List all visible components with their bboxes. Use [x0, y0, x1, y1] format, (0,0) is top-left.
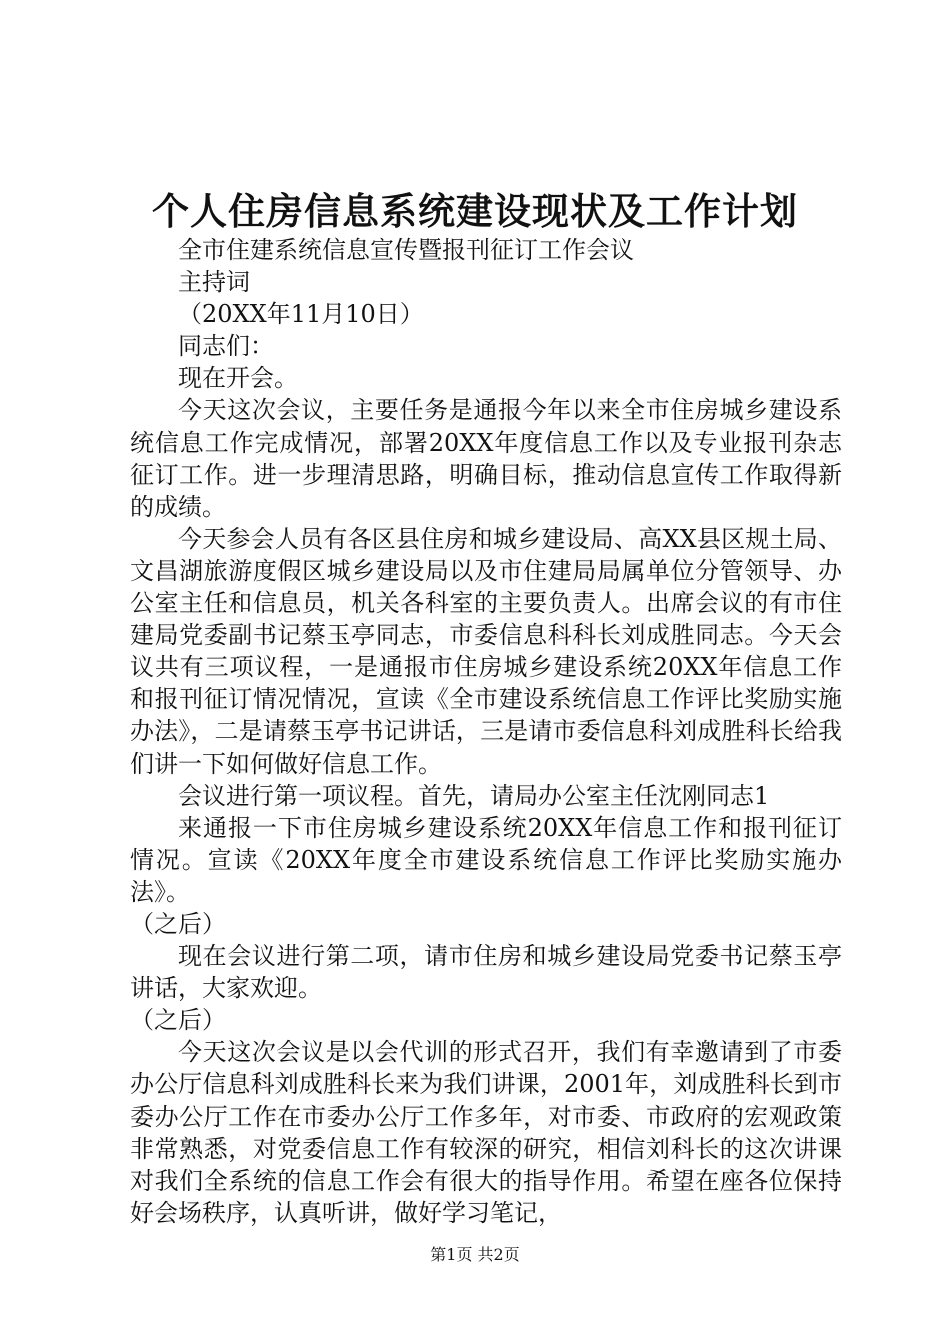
paragraph: 现在会议进行第二项，请市住房和城乡建设局党委书记蔡玉亭讲话，大家欢迎。 — [130, 942, 842, 1003]
paragraph: 会议进行第一项议程。首先，请局办公室主任沈刚同志1 — [178, 781, 770, 810]
paragraph: 今天这次会议是以会代训的形式召开，我们有幸邀请到了市委办公厅信息科刘成胜科长来为我们讲课，2001年，刘成胜科长到市委办公厅工作在市委办公厅工作多年，对市委、市政府的宏观政策非常熟悉，对党委信息工作有较深的研究，相信刘科长的这次讲课对我们全系统的信息工作会有很大的指导作用。希望在座各位保持好会场秩序，认真听讲，做好学习笔记， — [130, 1038, 842, 1227]
paragraph: 今天这次会议，主要任务是通报今年以来全市住房城乡建设系统信息工作完成情况，部署20XX年度信息工作以及专业报刊杂志征订工作。进一步理清思路，明确目标，推动信息宣传工作取得新的成绩。 — [130, 396, 842, 521]
host-words-line: 主持词 — [178, 268, 250, 297]
aside-note: （之后） — [130, 1006, 226, 1035]
subtitle-line: 全市住建系统信息宣传暨报刊征订工作会议 — [178, 236, 634, 264]
date-line: （20XX年11月10日） — [178, 300, 424, 329]
paragraph: 来通报一下市住房城乡建设系统20XX年信息工作和报刊征订情况。宣读《20XX年度全市建设系统信息工作评比奖励实施办法》。 — [130, 813, 842, 906]
document-body — [130, 234, 842, 1229]
page-footer: 第1页 共2页 — [430, 1245, 520, 1264]
document-title: 个人住房信息系统建设现状及工作计划 — [152, 189, 798, 233]
aside-note: （之后） — [130, 909, 226, 938]
greeting-line: 同志们： — [178, 332, 274, 361]
paragraph: 今天参会人员有各区县住房和城乡建设局、高XX县区规土局、文昌湖旅游度假区城乡建设局以及市住建局局属单位分管领导、办公室主任和信息员，机关各科室的主要负责人。出席会议的有市住建局党委副书记蔡玉亭同志，市委信息科科长刘成胜同志。今天会议共有三项议程，一是通报市住房城乡建设系统20XX年信息工作和报刊征订情况情况，宣读《全市建设系统信息工作评比奖励实施办法》，二是请蔡玉亭书记讲话，三是请市委信息科刘成胜科长给我们讲一下如何做好信息工作。 — [130, 524, 842, 778]
opening-line: 现在开会。 — [178, 364, 298, 393]
